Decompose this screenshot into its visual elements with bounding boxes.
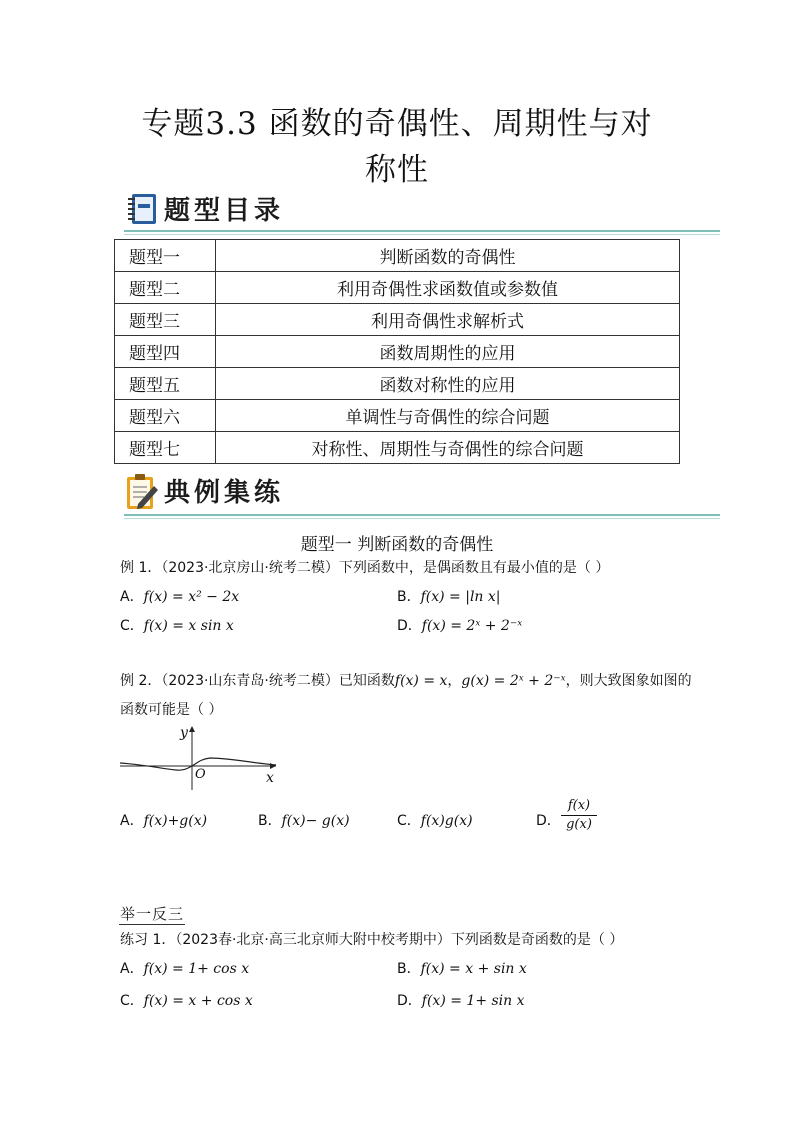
pr1-option-c	[120, 990, 253, 1010]
option-label: B．	[258, 813, 282, 829]
section1-heading: 题型一 判断函数的奇偶性	[300, 535, 494, 555]
page-title-line2: 称性	[365, 152, 429, 188]
table-row	[115, 336, 680, 368]
notebook-icon	[126, 192, 160, 228]
ex2-option-b	[258, 810, 350, 830]
table-row	[115, 304, 680, 336]
fraction-denominator: g(x)	[566, 817, 592, 832]
option-math: f(x) = x sin x	[143, 618, 234, 634]
ex2-graph	[118, 722, 283, 794]
ex2-stem-line2: 函数可能是（ ）	[120, 702, 223, 718]
ex2-f-def: f(x) = x	[394, 673, 448, 689]
table-row	[115, 240, 680, 272]
option-label: D．	[536, 813, 561, 829]
examples-header-label: 典例集练	[164, 478, 285, 508]
option-math: f(x) = x + cos x	[143, 993, 253, 1009]
toc-key: 题型一	[115, 240, 216, 272]
toc-value: 利用奇偶性求解析式	[216, 304, 680, 336]
ex2-option-c	[397, 810, 473, 830]
option-math: f(x)g(x)	[420, 813, 473, 829]
ex2-g-def: g(x) = 2ˣ + 2⁻ˣ	[461, 673, 566, 689]
toc-key: 题型六	[115, 400, 216, 432]
y-label: y	[180, 725, 188, 741]
ex1-option-c	[120, 615, 234, 635]
pr1-option-b	[397, 958, 527, 978]
toc-value: 函数周期性的应用	[216, 336, 680, 368]
option-math: f(x) = 1+ cos x	[143, 961, 250, 977]
toc-section-header	[124, 190, 724, 226]
option-label: A．	[120, 589, 144, 605]
ex2-stem	[120, 670, 692, 690]
option-math: f(x) = x + sin x	[420, 961, 527, 977]
ex2-stem-part1: 例 2．（2023·山东青岛·统考二模）已知函数	[120, 673, 395, 689]
ex2-comma: ，	[447, 673, 462, 689]
toc-key: 题型五	[115, 368, 216, 400]
clipboard-pencil-icon	[124, 472, 160, 512]
option-math: f(x)+g(x)	[143, 813, 208, 829]
option-math: f(x)− g(x)	[281, 813, 350, 829]
y-arrow-icon	[189, 726, 195, 732]
fraction-numerator: f(x)	[567, 798, 591, 813]
ex1-option-d	[397, 615, 522, 635]
toc-key: 题型三	[115, 304, 216, 336]
toc-value: 单调性与奇偶性的综合问题	[216, 400, 680, 432]
option-label: B．	[397, 589, 421, 605]
ex1-stem: 例 1．（2023·北京房山·统考二模）下列函数中，是偶函数且有最小值的是（ ）	[120, 560, 610, 576]
ex2-option-a	[120, 810, 207, 830]
option-math: f(x) = 2ˣ + 2⁻ˣ	[421, 618, 523, 634]
toc-key: 题型七	[115, 432, 216, 464]
toc-value: 利用奇偶性求函数值或参数值	[216, 272, 680, 304]
toc-table	[114, 239, 680, 464]
page-title-line1: 专题3.3 函数的奇偶性、周期性与对	[141, 106, 653, 142]
examples-section-header	[124, 472, 724, 508]
table-row	[115, 368, 680, 400]
origin-label: O	[195, 767, 206, 782]
option-label: A．	[120, 813, 144, 829]
ex2-option-d-fraction	[559, 798, 599, 833]
ex2-stem-part2: ，则大致图象如图的	[565, 673, 692, 689]
option-label: C．	[397, 813, 421, 829]
table-row	[115, 432, 680, 464]
pr1-option-d	[397, 990, 525, 1010]
option-label: B．	[397, 961, 421, 977]
toc-value: 对称性、周期性与奇偶性的综合问题	[216, 432, 680, 464]
table-row	[115, 272, 680, 304]
option-label: C．	[120, 993, 144, 1009]
toc-value: 函数对称性的应用	[216, 368, 680, 400]
option-math: f(x) = 1+ sin x	[421, 993, 525, 1009]
option-math: f(x) = |ln x|	[420, 589, 501, 605]
option-label: A．	[120, 961, 144, 977]
pr1-stem: 练习 1．（2023春·北京·高三北京师大附中校考期中）下列函数是奇函数的是（ ）	[120, 932, 624, 948]
toc-key: 题型四	[115, 336, 216, 368]
ex1-option-b	[397, 586, 501, 606]
option-label: C．	[120, 618, 144, 634]
toc-header-label: 题型目录	[164, 196, 285, 226]
table-row	[115, 400, 680, 432]
ex1-option-a	[120, 586, 239, 606]
option-math: f(x) = x² − 2x	[143, 589, 240, 605]
x-label: x	[266, 770, 274, 786]
option-label: D．	[397, 618, 422, 634]
option-label: D．	[397, 993, 422, 1009]
fraction-bar	[561, 815, 597, 816]
ex2-option-d	[536, 810, 561, 830]
toc-value: 判断函数的奇偶性	[216, 240, 680, 272]
practice-tag: 举一反三	[120, 905, 185, 923]
toc-key: 题型二	[115, 272, 216, 304]
pr1-option-a	[120, 958, 249, 978]
